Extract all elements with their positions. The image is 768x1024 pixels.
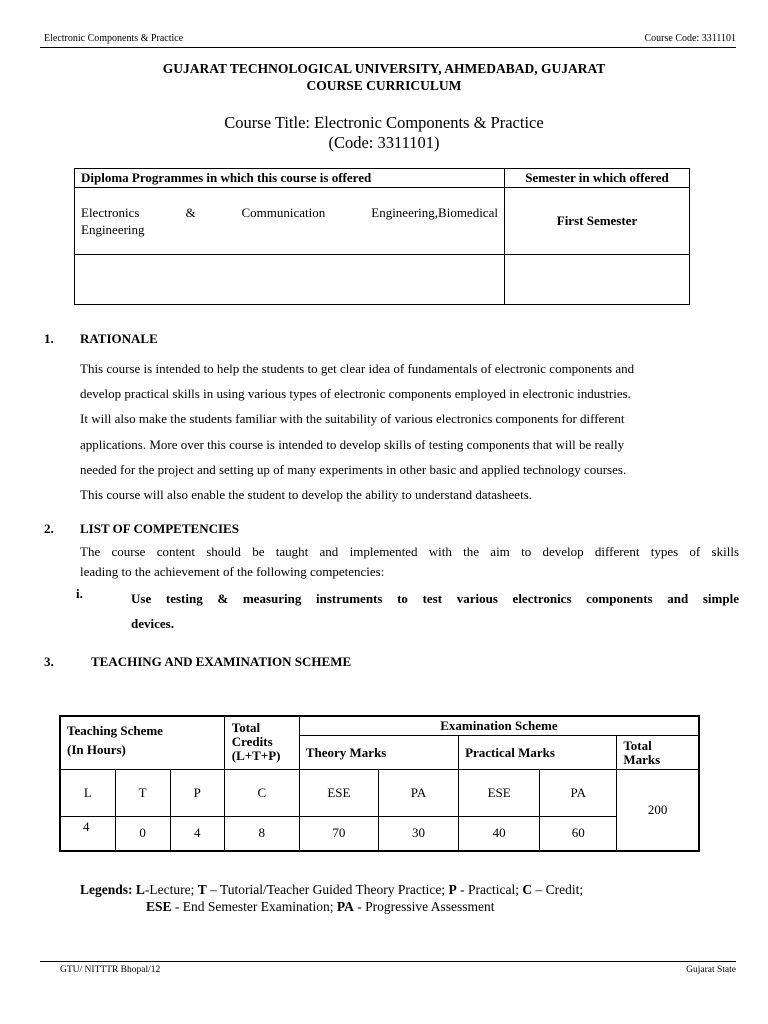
- legend-c-desc: – Credit;: [532, 882, 584, 897]
- rationale-line: This course will also enable the student to develop the ability to understand datasheets.: [80, 487, 532, 503]
- section-1-number: 1.: [44, 331, 54, 346]
- teaching-scheme-line1: Teaching Scheme: [67, 723, 163, 738]
- value-theory-ese: 70: [299, 816, 378, 851]
- legend-l: L: [135, 882, 145, 897]
- total-credits-line1: Total: [231, 720, 261, 735]
- value-practical-pa: 60: [540, 816, 617, 851]
- course-title: Course Title: Electronic Components & Practice: [224, 113, 544, 132]
- competency-item-line1: Use testing & measuring instruments to test various electronics components and simple: [131, 591, 739, 606]
- programme-line1: [81, 204, 498, 221]
- value-p: 4: [170, 816, 224, 851]
- value-practical-ese: 40: [459, 816, 540, 851]
- sub-header-theory-ese: ESE: [299, 770, 378, 817]
- programme-word: &: [185, 205, 196, 220]
- teaching-scheme-line2: (In Hours): [67, 742, 126, 757]
- curriculum-label: COURSE CURRICULUM: [306, 78, 462, 93]
- university-name: GUJARAT TECHNOLOGICAL UNIVERSITY, AHMEDABAD, GUJARAT: [162, 61, 606, 76]
- footer-divider: [40, 961, 736, 962]
- sub-header-theory-pa: PA: [378, 770, 458, 817]
- legend-ese: ESE: [146, 899, 172, 914]
- competency-item-line2: devices.: [131, 616, 174, 631]
- legend-p-desc: - Practical;: [456, 882, 523, 897]
- empty-programme-cell: [75, 255, 505, 305]
- legend-t-desc: – Tutorial/Teacher Guided Theory Practice;: [206, 882, 449, 897]
- legends-label: Legends:: [80, 882, 133, 897]
- programme-word: Engineering,Biomedical: [371, 205, 498, 220]
- competency-item-number: i.: [76, 586, 83, 601]
- programme-cell: [75, 188, 505, 255]
- legend-ese-desc: - End Semester Examination;: [171, 899, 337, 914]
- footer-left: GTU/ NITTTR Bhopal/12: [60, 965, 161, 975]
- section-2-title: LIST OF COMPETENCIES: [80, 521, 239, 536]
- value-c: 8: [224, 816, 299, 851]
- theory-marks-header: Theory Marks: [299, 735, 458, 770]
- programme-word: Electronics: [81, 205, 140, 220]
- footer-right: Gujarat State: [686, 965, 736, 975]
- competencies-line2: leading to the achievement of the following competencies:: [80, 564, 385, 579]
- empty-semester-cell: [505, 255, 690, 305]
- programme-header: Diploma Programmes in which this course is offered: [75, 169, 505, 188]
- value-theory-pa: 30: [378, 816, 458, 851]
- total-credits-line2: Credits: [231, 734, 273, 749]
- exam-scheme-header: Examination Scheme: [299, 716, 699, 735]
- sub-header-c: C: [224, 770, 299, 817]
- total-credits-header: [224, 716, 299, 770]
- semester-cell: First Semester: [505, 188, 690, 255]
- programme-line2: Engineering: [81, 222, 145, 237]
- header-left: Electronic Components & Practice: [44, 33, 184, 44]
- legend-pa-desc: - Progressive Assessment: [353, 899, 495, 914]
- total-marks-header: [617, 735, 699, 770]
- rationale-line: needed for the project and setting up of many experiments in other basic and applied technology courses.: [80, 461, 627, 477]
- section-3-title: TEACHING AND EXAMINATION SCHEME: [91, 654, 352, 669]
- sub-header-practical-ese: ESE: [459, 770, 540, 817]
- sub-header-l: L: [60, 770, 115, 817]
- sub-header-t: T: [115, 770, 170, 817]
- scheme-table: [59, 715, 700, 852]
- total-marks-line1: Total: [623, 737, 652, 753]
- legend-pa: PA: [336, 899, 354, 914]
- value-l: 4: [60, 816, 115, 851]
- section-2-number: 2.: [44, 521, 54, 536]
- programme-word: Communication: [241, 205, 326, 220]
- legends-line1: [80, 882, 583, 898]
- competencies-line1: The course content should be taught and implemented with the aim to develop different types of skills: [80, 544, 739, 559]
- teaching-scheme-header: [60, 716, 224, 770]
- legend-t: T: [197, 882, 207, 897]
- legends-line2: [146, 899, 495, 915]
- rationale-line: applications. More over this course is intended to develop skills of testing components that will be really: [80, 436, 625, 452]
- competency-item: [131, 586, 739, 636]
- total-marks-line2: Marks: [623, 751, 661, 767]
- sub-header-practical-pa: PA: [540, 770, 617, 817]
- competencies-intro: [80, 542, 739, 582]
- legend-p: P: [448, 882, 457, 897]
- value-t: 0: [115, 816, 170, 851]
- header-divider: [40, 47, 736, 48]
- programme-table: [74, 168, 690, 305]
- legend-c: C: [522, 882, 533, 897]
- total-marks-value: 200: [617, 770, 699, 851]
- practical-marks-header: Practical Marks: [459, 735, 617, 770]
- rationale-line: develop practical skills in using various types of electronic components employed in electronic industries.: [80, 386, 631, 402]
- total-credits-line3: (L+T+P): [231, 748, 281, 763]
- section-1-title: RATIONALE: [80, 331, 158, 346]
- header-right: Course Code: 3311101: [644, 33, 736, 44]
- sub-header-p: P: [170, 770, 224, 817]
- legend-l-desc: -Lecture;: [144, 882, 198, 897]
- section-3-number: 3.: [44, 654, 54, 669]
- rationale-line: This course is intended to help the students to get clear idea of fundamentals of electronic components and: [80, 361, 635, 376]
- course-code: (Code: 3311101): [328, 133, 440, 152]
- rationale-line: It will also make the students familiar with the suitability of various electronics components for different: [80, 411, 625, 427]
- semester-header: Semester in which offered: [505, 169, 690, 188]
- rationale-text: [80, 356, 735, 507]
